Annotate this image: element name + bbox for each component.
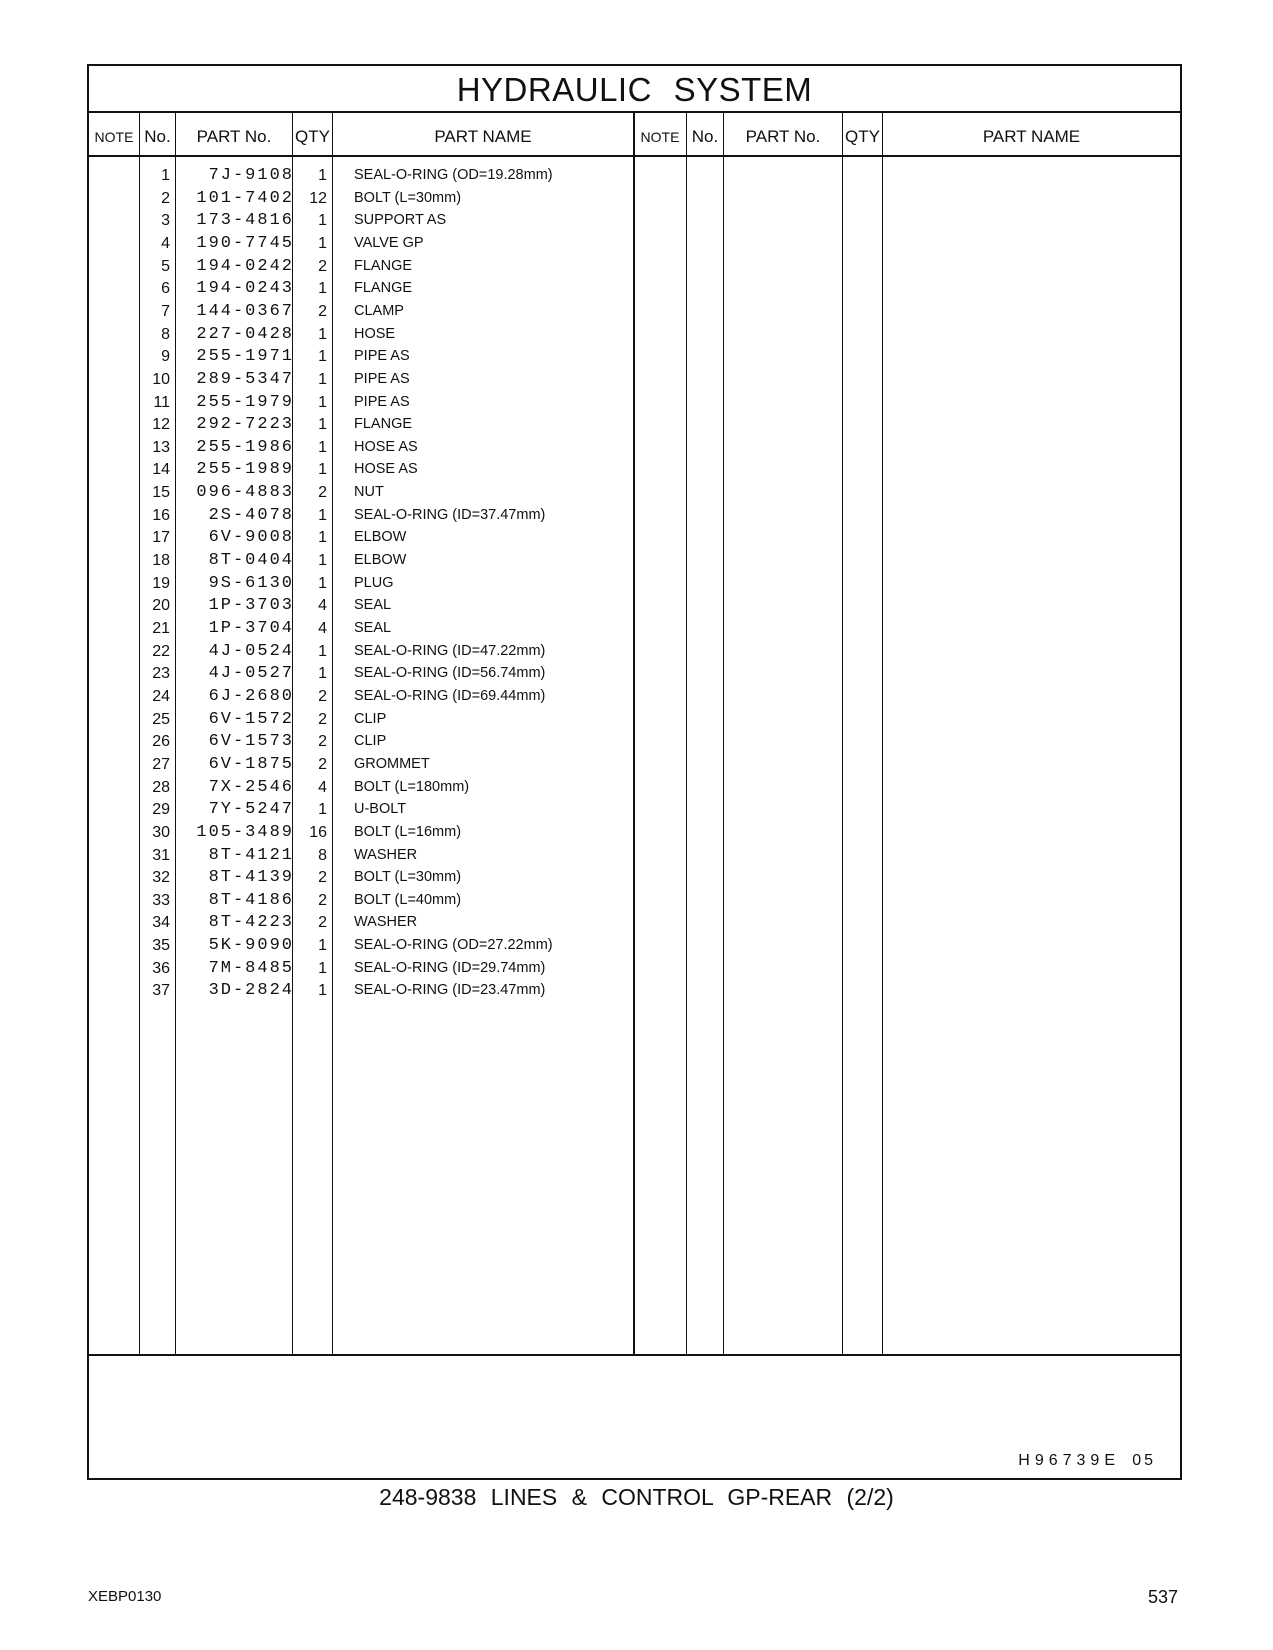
item-number: 11 [153, 393, 170, 411]
table-row [89, 549, 689, 572]
table-row [89, 889, 689, 912]
part-name: HOSE AS [354, 461, 418, 478]
part-name: CLIP [354, 710, 387, 727]
part-name: SEAL-O-RING (OD=19.28mm) [354, 167, 553, 183]
part-number: 4J-0524 [208, 641, 294, 661]
part-name: BOLT (L=30mm) [354, 869, 462, 886]
table-row [89, 391, 689, 414]
part-number: 1P-3703 [208, 596, 294, 616]
part-name: SEAL-O-RING (ID=56.74mm) [354, 665, 546, 682]
part-number: 101-7402 [196, 188, 294, 208]
quantity: 1 [318, 416, 327, 434]
item-number: 17 [152, 529, 170, 547]
part-number: 6J-2680 [208, 686, 294, 706]
item-number: 6 [161, 280, 170, 298]
table-row [89, 300, 689, 323]
item-number: 31 [152, 846, 170, 864]
column-rule [842, 113, 843, 1355]
quantity: 2 [318, 302, 327, 320]
part-number: 8T-0404 [208, 551, 294, 571]
part-number: 8T-4186 [208, 890, 294, 910]
part-name: BOLT (L=16mm) [354, 823, 462, 840]
item-number: 36 [152, 959, 170, 977]
table-row [89, 662, 689, 685]
item-number: 37 [152, 982, 170, 1000]
table-row [89, 481, 689, 504]
table-row [89, 617, 689, 640]
quantity: 2 [318, 484, 327, 502]
part-name: BOLT (L=40mm) [354, 891, 462, 908]
part-name: WASHER [354, 914, 418, 931]
quantity: 2 [318, 891, 327, 909]
quantity: 16 [309, 823, 327, 841]
parts-table-frame [87, 64, 1182, 1480]
part-name: SEAL-O-RING (ID=69.44mm) [354, 687, 546, 704]
revision-code: 05 [1132, 1452, 1156, 1469]
item-number: 26 [152, 733, 170, 751]
table-row [89, 866, 689, 889]
page-number: 537 [1148, 1587, 1179, 1607]
part-name: SEAL-O-RING (OD=27.22mm) [354, 937, 553, 954]
group-caption: 248-9838 LINES & CONTROL GP-REAR (2/2) [379, 1484, 894, 1510]
quantity: 1 [318, 438, 327, 456]
table-row [89, 345, 689, 368]
table-row [89, 277, 689, 300]
table-row [89, 685, 689, 708]
table-row [89, 640, 689, 663]
table-row [89, 979, 689, 1002]
header-part-name: PART NAME [434, 127, 532, 146]
table-row [89, 413, 689, 436]
part-name: CLIP [354, 733, 387, 750]
part-name: PIPE AS [354, 393, 410, 410]
quantity: 1 [318, 393, 327, 411]
part-number: 190-7745 [196, 233, 294, 253]
quantity: 1 [318, 325, 327, 343]
part-number: 7J-9108 [208, 166, 294, 185]
part-number: 292-7223 [196, 415, 294, 435]
part-name: GROMMET [354, 755, 430, 772]
quantity: 8 [318, 846, 327, 864]
part-name: BOLT (L=180mm) [354, 778, 470, 795]
table-row [89, 368, 689, 391]
item-number: 34 [152, 914, 170, 932]
quantity: 1 [318, 370, 327, 388]
item-number: 1 [161, 167, 170, 184]
part-number: 194-0242 [196, 256, 294, 276]
part-number: 7X-2546 [208, 777, 294, 797]
table-row [89, 911, 689, 934]
table-row [89, 255, 689, 278]
table-row [89, 798, 689, 821]
table-row [89, 844, 689, 867]
quantity: 2 [318, 687, 327, 705]
item-number: 19 [152, 574, 170, 592]
part-name: WASHER [354, 846, 418, 863]
part-name: SEAL [354, 620, 392, 636]
part-number: 7M-8485 [208, 958, 294, 978]
item-number: 16 [152, 506, 170, 524]
part-number: 3D-2824 [208, 981, 294, 1001]
quantity: 4 [318, 620, 327, 637]
item-number: 27 [152, 755, 170, 773]
quantity: 1 [318, 167, 327, 184]
item-number: 25 [152, 710, 170, 728]
item-number: 10 [152, 370, 170, 388]
part-name: PIPE AS [354, 370, 410, 387]
part-name: SEAL-O-RING (ID=37.47mm) [354, 506, 546, 523]
table-row [89, 708, 689, 731]
table-row [89, 821, 689, 844]
item-number: 24 [152, 687, 170, 705]
publication-number: XEBP0130 [88, 1588, 162, 1605]
quantity: 1 [318, 506, 327, 524]
part-number: 8T-4223 [208, 913, 294, 933]
quantity: 1 [318, 937, 327, 955]
quantity: 1 [318, 574, 327, 592]
table-row [89, 436, 689, 459]
header-no: No. [144, 127, 171, 146]
part-number: 255-1986 [196, 437, 294, 457]
part-number: 144-0367 [196, 301, 294, 321]
table-row [89, 526, 689, 549]
header-note-right: NOTE [640, 129, 680, 145]
item-number: 3 [161, 212, 170, 230]
item-number: 8 [161, 325, 170, 343]
part-number: 255-1979 [196, 392, 294, 412]
item-number: 32 [152, 869, 170, 887]
part-number: 6V-1875 [208, 754, 294, 774]
part-name: CLAMP [354, 302, 404, 319]
item-number: 7 [161, 302, 170, 320]
header-qty: QTY [295, 127, 330, 146]
part-name: HOSE AS [354, 438, 418, 455]
part-name: PIPE AS [354, 348, 410, 365]
part-name: ELBOW [354, 529, 407, 546]
section-title: HYDRAULIC SYSTEM [456, 71, 813, 108]
quantity: 1 [318, 461, 327, 479]
header-note: NOTE [94, 129, 134, 145]
column-rule [882, 113, 883, 1355]
table-row [89, 232, 689, 255]
table-row [89, 209, 689, 232]
item-number: 23 [152, 665, 170, 683]
part-number: 105-3489 [196, 822, 294, 842]
quantity: 2 [318, 733, 327, 751]
table-row [89, 504, 689, 527]
table-row [89, 730, 689, 753]
table-row [89, 323, 689, 346]
part-name: SEAL-O-RING (ID=47.22mm) [354, 642, 546, 659]
item-number: 28 [152, 778, 170, 796]
column-rule [723, 113, 724, 1355]
quantity: 2 [318, 755, 327, 773]
part-number: 1P-3704 [208, 619, 294, 638]
part-name: HOSE [354, 325, 396, 342]
part-name: SEAL-O-RING (ID=23.47mm) [354, 982, 546, 999]
quantity: 1 [318, 959, 327, 977]
quantity: 1 [318, 529, 327, 547]
header-part-no: PART No. [196, 127, 272, 146]
part-name: ELBOW [354, 552, 407, 569]
quantity: 1 [318, 552, 327, 570]
table-row [89, 458, 689, 481]
part-number: 2S-4078 [208, 505, 294, 525]
part-number: 9S-6130 [208, 573, 294, 593]
part-number: 173-4816 [196, 211, 294, 231]
item-number: 22 [152, 642, 170, 660]
item-number: 29 [152, 801, 170, 819]
item-number: 14 [152, 461, 170, 479]
part-name: SUPPORT AS [354, 212, 447, 229]
quantity: 1 [318, 982, 327, 1000]
part-number: 227-0428 [196, 324, 294, 344]
part-number: 6V-9008 [208, 528, 294, 548]
part-name: FLANGE [354, 280, 413, 297]
quantity: 1 [318, 801, 327, 819]
part-number: 4J-0527 [208, 664, 294, 684]
part-name: NUT [354, 484, 384, 501]
header-qty-right: QTY [845, 127, 880, 146]
part-number: 6V-1572 [208, 709, 294, 729]
header-part-no-right: PART No. [745, 127, 821, 146]
quantity: 12 [309, 189, 327, 207]
quantity: 2 [318, 257, 327, 275]
part-number: 5K-9090 [208, 936, 294, 956]
item-number: 5 [161, 257, 170, 275]
part-number: 8T-4121 [208, 845, 294, 865]
item-number: 9 [161, 348, 170, 366]
header-no-right: No. [691, 127, 719, 146]
quantity: 1 [318, 280, 327, 298]
item-number: 13 [152, 438, 170, 456]
part-name: SEAL [354, 597, 392, 614]
part-name: FLANGE [354, 416, 413, 433]
item-number: 30 [152, 823, 170, 841]
part-name: FLANGE [354, 257, 413, 274]
quantity: 1 [318, 642, 327, 660]
part-name: BOLT (L=30mm) [354, 189, 462, 206]
part-number: 7Y-5247 [208, 800, 294, 820]
item-number: 18 [152, 552, 170, 570]
item-number: 12 [152, 416, 170, 434]
part-number: 6V-1573 [208, 732, 294, 752]
table-row [89, 934, 689, 957]
table-row [89, 753, 689, 776]
part-number: 255-1971 [196, 347, 294, 367]
quantity: 2 [318, 914, 327, 932]
part-name: U-BOLT [354, 801, 407, 818]
part-name: SEAL-O-RING (ID=29.74mm) [354, 959, 546, 976]
item-number: 33 [152, 891, 170, 909]
table-row [89, 187, 689, 210]
item-number: 4 [161, 234, 170, 252]
header-part-name-right: PART NAME [982, 127, 1081, 146]
item-number: 15 [152, 484, 170, 502]
item-number: 2 [161, 189, 170, 207]
table-row [89, 572, 689, 595]
table-row [89, 164, 689, 187]
quantity: 2 [318, 869, 327, 887]
quantity: 4 [318, 597, 327, 615]
part-name: VALVE GP [354, 234, 424, 251]
illustration-code: H96739E [1018, 1452, 1120, 1469]
quantity: 4 [318, 778, 327, 796]
part-number: 289-5347 [196, 369, 294, 389]
quantity: 2 [318, 710, 327, 728]
quantity: 1 [318, 234, 327, 252]
part-number: 096-4883 [196, 483, 294, 503]
table-row [89, 776, 689, 799]
quantity: 1 [318, 212, 327, 230]
quantity: 1 [318, 348, 327, 366]
item-number: 35 [152, 937, 170, 955]
table-row [89, 594, 689, 617]
part-name: PLUG [354, 574, 394, 591]
part-number: 255-1989 [196, 460, 294, 480]
item-number: 21 [152, 620, 170, 637]
quantity: 1 [318, 665, 327, 683]
part-number: 8T-4139 [208, 868, 294, 888]
item-number: 20 [152, 597, 170, 615]
table-row [89, 957, 689, 980]
part-number: 194-0243 [196, 279, 294, 299]
